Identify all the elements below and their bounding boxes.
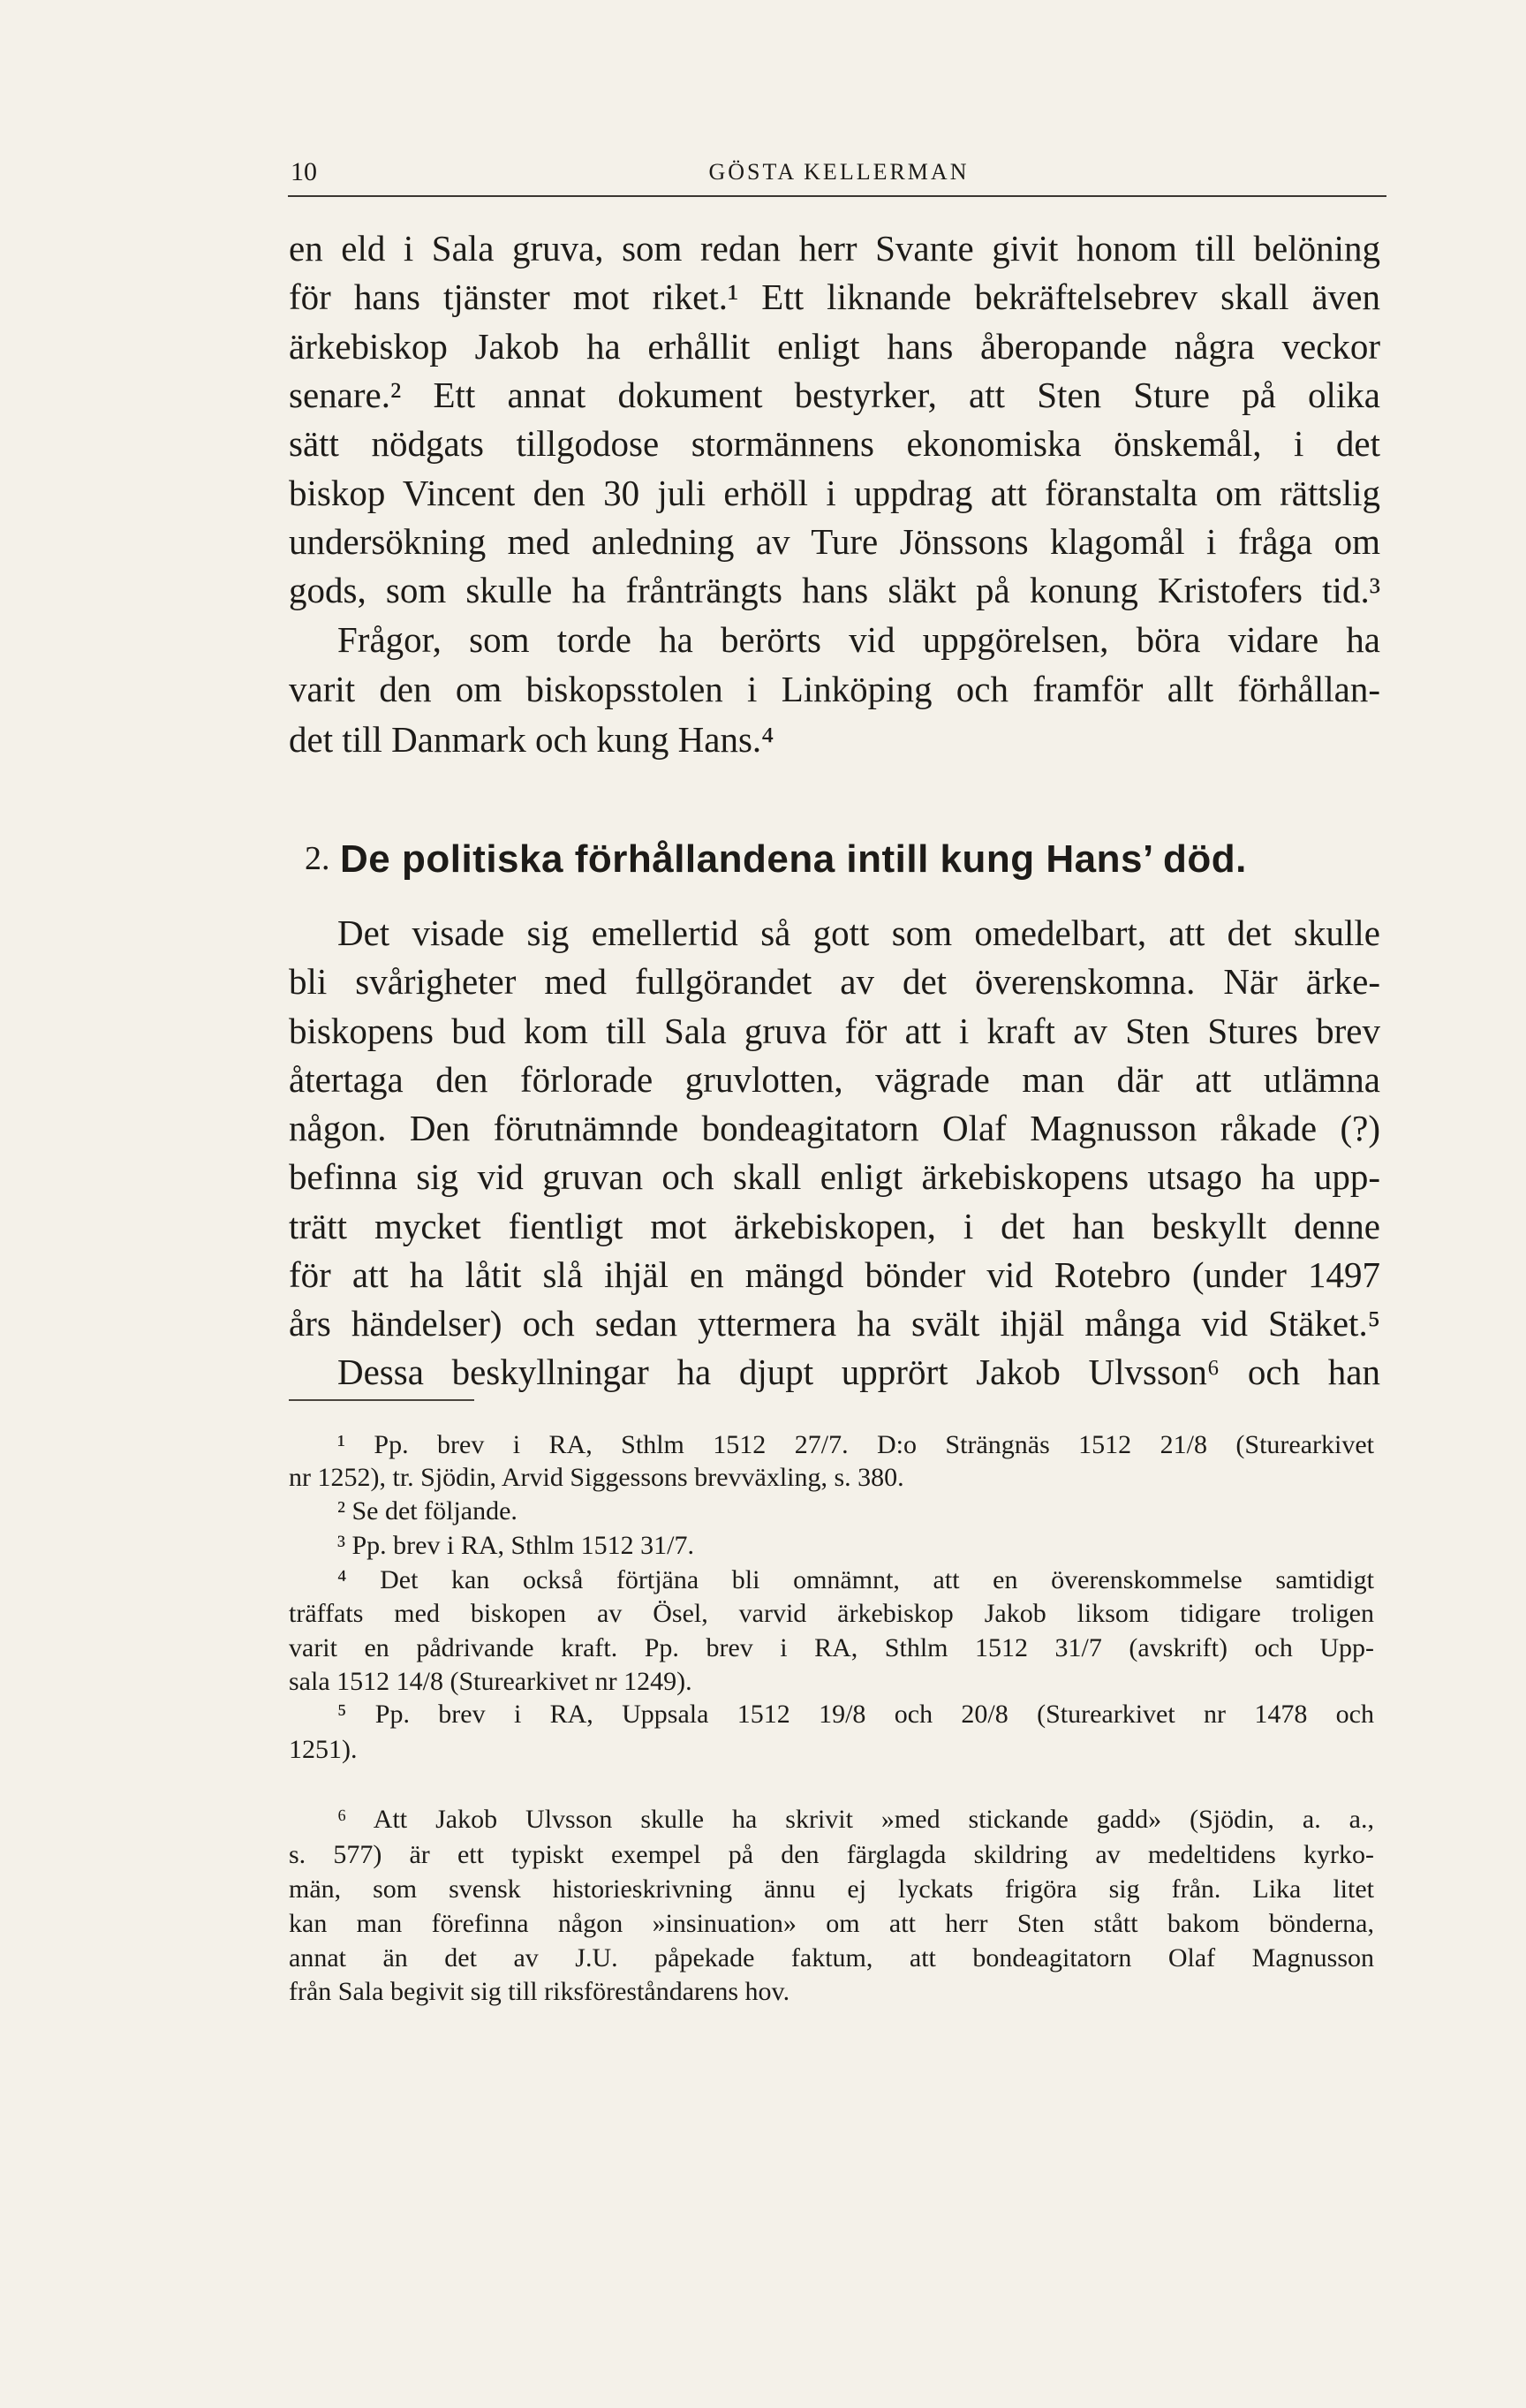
footnote-line: ³ Pp. brev i RA, Sthlm 1512 31/7.	[337, 1531, 695, 1560]
page-number: 10	[291, 157, 317, 186]
text-line: Frågor, som torde ha berörts vid uppgörelsen, böra vidare ha	[337, 619, 1380, 660]
text-line: ärkebiskop Jakob ha erhållit enligt hans åberopande några veckor	[289, 326, 1380, 367]
footnote-line: män, som svensk historieskrivning ännu ej lyckats frigöra sig från. Lika litet	[289, 1874, 1374, 1904]
text-line: det till Danmark och kung Hans.⁴	[289, 719, 774, 760]
footnote-line: 1251).	[289, 1735, 358, 1764]
text-line: någon. Den förutnämnde bondeagitatorn Olaf Magnusson råkade (?)	[289, 1108, 1380, 1148]
running-head: GÖSTA KELLERMAN	[708, 159, 970, 185]
text-line: för hans tjänster mot riket.¹ Ett liknande bekräftelsebrev skall även	[289, 276, 1380, 317]
footnote-line: från Sala begivit sig till riksföreståndarens hov.	[289, 1977, 790, 2006]
text-line: biskopens bud kom till Sala gruva för att i kraft av Sten Stures brev	[289, 1011, 1380, 1051]
text-line: bli svårigheter med fullgörandet av det överenskomna. När ärke-	[289, 961, 1380, 1002]
footnote-rule	[289, 1399, 474, 1401]
text-line: års händelser) och sedan yttermera ha svält ihjäl många vid Stäket.⁵	[289, 1303, 1380, 1344]
text-line: befinna sig vid gruvan och skall enligt ärkebiskopens utsago ha upp-	[289, 1156, 1380, 1197]
footnote-line: ⁴ Det kan också förtjäna bli omnämnt, att en överenskommelse samtidigt	[337, 1565, 1374, 1594]
text-line: återtaga den förlorade gruvlotten, vägrade man där att utlämna	[289, 1059, 1380, 1100]
text-line: sätt nödgats tillgodose stormännens ekonomiska önskemål, i det	[289, 423, 1380, 464]
footnote-line: annat än det av J.U. påpekade faktum, att bondeagitatorn Olaf Magnusson	[289, 1943, 1374, 1973]
text-line: för att ha låtit slå ihjäl en mängd bönder vid Rotebro (under 1497	[289, 1254, 1380, 1295]
text-line: trätt mycket fientligt mot ärkebiskopen, i det han beskyllt denne	[289, 1206, 1380, 1246]
footnote-line: ¹ Pp. brev i RA, Sthlm 1512 27/7. D:o Strängnäs 1512 21/8 (Sturearkivet	[337, 1430, 1374, 1459]
section-number: 2.	[305, 840, 330, 877]
text-line: biskop Vincent den 30 juli erhöll i uppdrag att föranstalta om rättslig	[289, 473, 1380, 513]
footnote-line: ² Se det följande.	[337, 1496, 517, 1526]
footnote-line: ⁵ Pp. brev i RA, Uppsala 1512 19/8 och 20/8 (Sturearkivet nr 1478 och	[337, 1700, 1374, 1729]
text-line: en eld i Sala gruva, som redan herr Svante givit honom till belöning	[289, 228, 1380, 269]
footnote-line: sala 1512 14/8 (Sturearkivet nr 1249).	[289, 1667, 692, 1696]
section-heading: De politiska förhållandena intill kung Hans’ död.	[340, 837, 1247, 881]
footnote-line: nr 1252), tr. Sjödin, Arvid Siggessons brevväxling, s. 380.	[289, 1463, 904, 1492]
header-rule	[288, 195, 1386, 197]
text-line: Det visade sig emellertid så gott som omedelbart, att det skulle	[337, 912, 1380, 953]
text-line: Dessa beskyllningar ha djupt upprört Jakob Ulvsson⁶ och han	[337, 1352, 1380, 1392]
text-line: senare.² Ett annat dokument bestyrker, att Sten Sture på olika	[289, 375, 1380, 415]
footnote-line: kan man förefinna någon »insinuation» om att herr Sten stått bakom bönderna,	[289, 1909, 1374, 1938]
footnote-line: träffats med biskopen av Ösel, varvid ärkebiskop Jakob liksom tidigare troligen	[289, 1599, 1374, 1628]
footnote-line: s. 577) är ett typiskt exempel på den färglagda skildring av medeltidens kyrko-	[289, 1840, 1374, 1869]
footnote-line: ⁶ Att Jakob Ulvsson skulle ha skrivit »med stickande gadd» (Sjödin, a. a.,	[337, 1805, 1374, 1834]
text-line: gods, som skulle ha frånträngts hans släkt på konung Kristofers tid.³	[289, 570, 1380, 610]
footnote-line: varit en pådrivande kraft. Pp. brev i RA, Sthlm 1512 31/7 (avskrift) och Upp-	[289, 1633, 1374, 1662]
text-line: undersökning med anledning av Ture Jönssons klagomål i fråga om	[289, 521, 1380, 562]
text-line: varit den om biskopsstolen i Linköping och framför allt förhållan-	[289, 669, 1380, 709]
